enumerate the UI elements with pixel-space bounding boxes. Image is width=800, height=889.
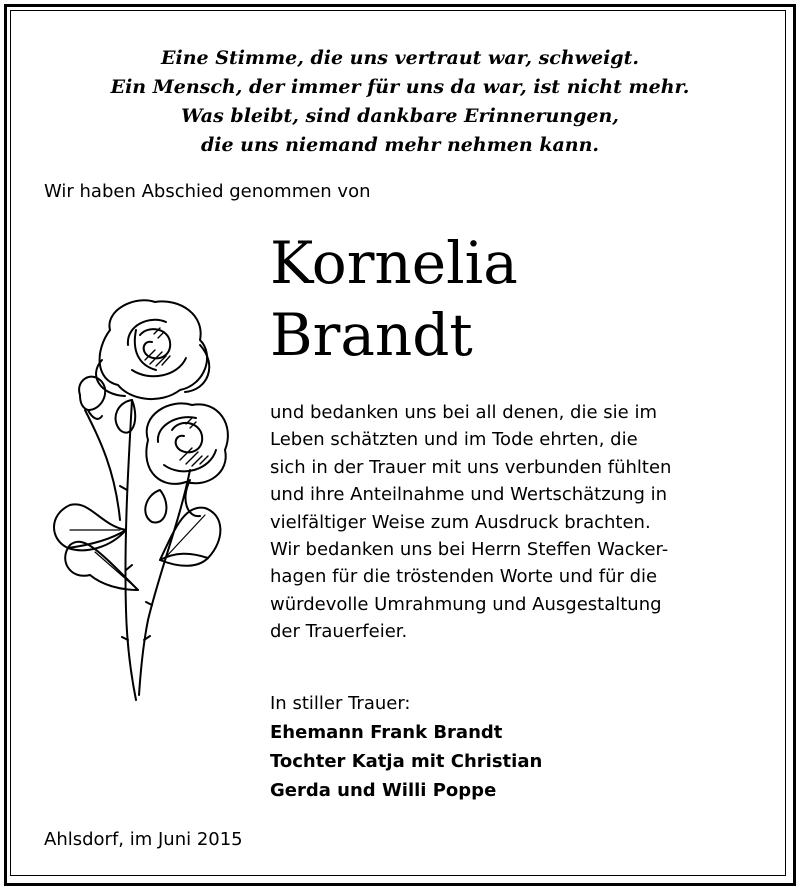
text-line: würdevolle Umrahmung und Ausgestaltung: [270, 593, 662, 615]
first-name: Kornelia: [270, 229, 518, 297]
place-date: Ahlsdorf, im Juni 2015: [44, 829, 243, 850]
mourner-name: Tochter Katja mit Christian: [270, 751, 543, 772]
text-line: vielfältiger Weise zum Ausdruck brachten.: [270, 511, 651, 533]
mourner-name: Gerda und Willi Poppe: [270, 780, 497, 801]
memorial-quote: [0, 44, 800, 160]
mourning-label: In stiller Trauer:: [270, 693, 411, 714]
text-line: und ihre Anteilnahme und Wertschätzung in: [270, 484, 668, 506]
last-name: Brandt: [270, 301, 473, 369]
quote-line: Ein Mensch, der immer für uns da war, ist nicht mehr.: [110, 76, 690, 98]
quote-line: die uns niemand mehr nehmen kann.: [200, 134, 600, 156]
text-line: sich in der Trauer mit uns verbunden fühlten: [270, 456, 672, 478]
text-line: hagen für die tröstenden Worte und für die: [270, 566, 658, 588]
text-line: Leben schätzten und im Tode ehrten, die: [270, 429, 638, 451]
text-line: und bedanken uns bei all denen, die sie im: [270, 402, 657, 423]
text-line: Wir bedanken uns bei Herrn Steffen Wacker-: [270, 539, 669, 561]
mourners-block: [270, 689, 542, 805]
thank-you-text: [270, 399, 760, 646]
mourner-name: Ehemann Frank Brandt: [270, 722, 503, 743]
rose-icon: [40, 290, 240, 710]
intro-text: Wir haben Abschied genommen von: [44, 181, 371, 202]
quote-line: Was bleibt, sind dankbare Erinnerungen,: [181, 105, 619, 127]
text-line: der Trauerfeier.: [270, 621, 408, 643]
quote-line: Eine Stimme, die uns vertraut war, schweigt.: [161, 47, 639, 69]
deceased-name: [270, 227, 518, 371]
